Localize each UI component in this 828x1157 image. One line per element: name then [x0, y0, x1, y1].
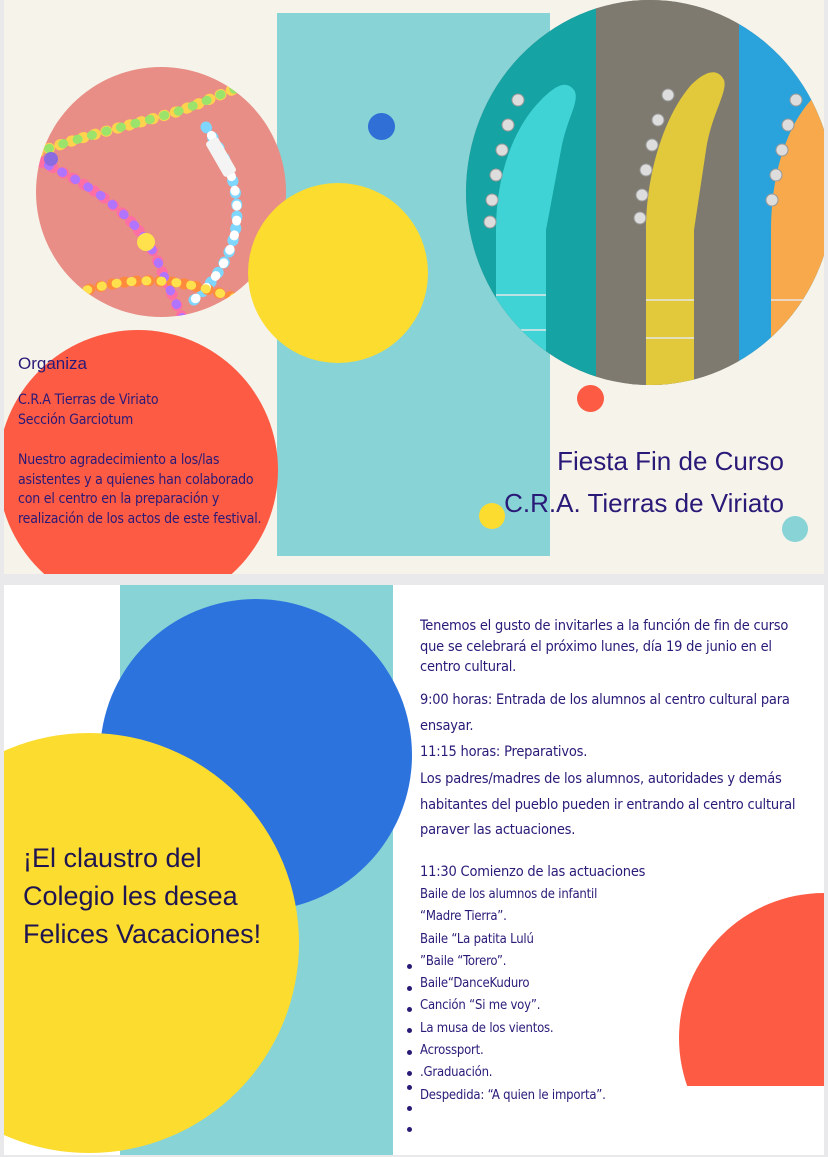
event-title-line2: C.R.A. Tierras de Viriato: [504, 488, 784, 518]
schedule-item: 11:15 horas: Preparativos.: [420, 744, 588, 760]
brochure-inside-panel: [4, 585, 824, 1155]
schedule-item: 9:00 horas: Entrada de los alumnos al centro cultural para ensayar.: [420, 692, 790, 734]
teal-dot: [782, 516, 808, 542]
schedule-item: 11:30 Comienzo de las actuaciones: [420, 864, 646, 880]
performance-item: La musa de los vientos.: [420, 1020, 554, 1036]
performance-item: ”Baile “Torero”.: [420, 953, 507, 969]
performance-item: .Graduación.: [420, 1065, 493, 1081]
performance-item: Acrossport.: [420, 1043, 484, 1059]
thanks-paragraph: Nuestro agradecimiento a los/las asistentes y a quienes han colaborado con el centro en la preparación y realización de los actos de este festival.: [18, 452, 262, 527]
yellow-circle: [248, 183, 428, 363]
bullet-dot-icon: [407, 1127, 412, 1132]
bullet-dot-icon: [407, 1085, 412, 1090]
red-dot: [577, 385, 604, 412]
bullet-dot-icon: [407, 1050, 412, 1055]
performance-item: Baile“DanceKuduro: [420, 976, 530, 992]
greeting-message: ¡El claustro del Colegio les desea Felices Vacaciones!: [23, 843, 262, 949]
bullet-dot-icon: [407, 1106, 412, 1111]
brochure-front-panel: [4, 0, 824, 574]
organize-heading: Organiza: [18, 354, 87, 373]
red-circle-mask: [679, 1086, 824, 1155]
performance-list: [420, 884, 606, 1107]
bullet-dot-icon: [407, 964, 412, 969]
guitar-headstocks-photo: [466, 0, 824, 385]
bullet-dot-icon: [407, 1007, 412, 1012]
performance-item: Baile de los alumnos de infantil: [420, 887, 598, 902]
bullet-dot-icon: [407, 1028, 412, 1033]
performance-item: Canción “Si me voy”.: [420, 998, 541, 1014]
performance-item: “Madre Tierra”.: [420, 909, 507, 925]
organizer-section: Sección Garciotum: [18, 412, 134, 428]
event-title: [474, 440, 784, 524]
blue-dot: [368, 113, 395, 140]
bullet-dot-icon: [407, 1071, 412, 1076]
guitar-headstocks-illustration: [466, 0, 824, 385]
performance-item: Baile “La patita Lulú: [420, 931, 534, 947]
event-title-line1: Fiesta Fin de Curso: [557, 446, 784, 476]
performance-item: Despedida: “A quien le importa”.: [420, 1087, 606, 1103]
bullet-dot-icon: [407, 986, 412, 991]
schedule-item: Los padres/madres de los alumnos, autoridades y demás habitantes del pueblo pueden ir entrando al centro cultural paraver las actuaciones.: [420, 771, 796, 838]
invitation-text: Tenemos el gusto de invitarles a la función de fin de curso que se celebrará el próximo lunes, día 19 de junio en el centro cultural.: [420, 618, 789, 675]
organizer-name: C.R.A Tierras de Viriato: [18, 392, 159, 408]
